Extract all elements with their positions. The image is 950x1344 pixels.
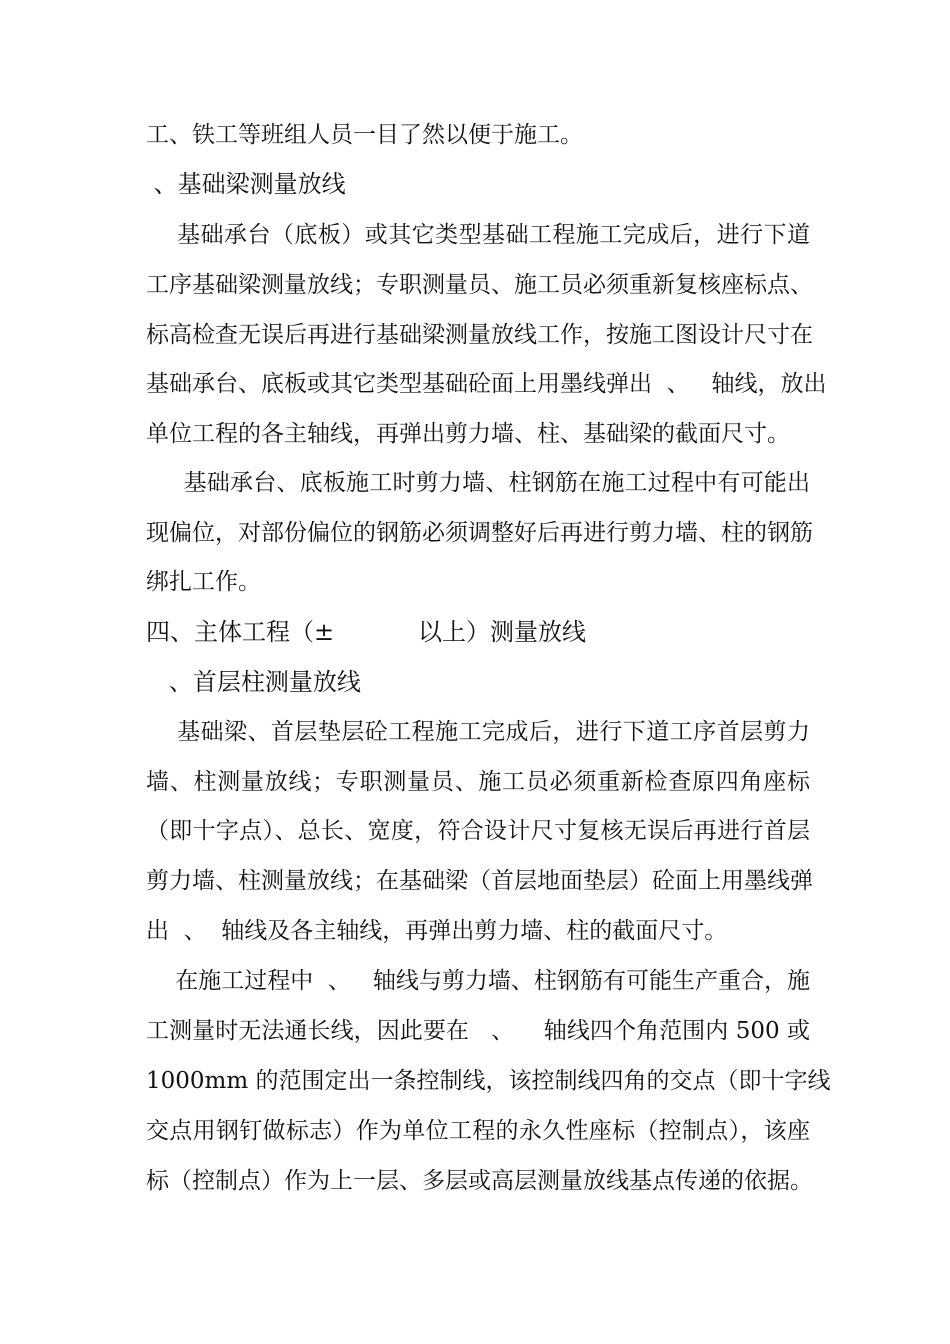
text-line: 工、铁工等班组人员一目了然以便于施工。	[146, 122, 583, 148]
text-line: 出 、 轴线及各主轴线，再弹出剪力墙、柱的截面尺寸。	[146, 918, 728, 944]
text-line: 在施工过程中 、 轴线与剪力墙、柱钢筋有可能生产重合，施	[146, 968, 810, 994]
text-line: 基础承台、底板或其它类型基础砼面上用墨线弹出 、 轴线，放出	[146, 371, 827, 397]
text-line: 剪力墙、柱测量放线；在基础梁（首层地面垫层）砼面上用墨线弹	[146, 868, 813, 894]
section-heading-foundation-beam: 、基础梁测量放线	[146, 170, 346, 198]
text-line: 现偏位，对部份偏位的钢筋必须调整好后再进行剪力墙、柱的钢筋	[146, 520, 813, 546]
section-heading-ground-floor-column: 、首层柱测量放线	[146, 668, 361, 696]
text-line: 标高检查无误后再进行基础梁测量放线工作，按施工图设计尺寸在	[146, 322, 813, 348]
text-line: 工测量时无法通长线，因此要在 、 轴线四个角范围内 500 或	[146, 1018, 810, 1044]
text-line: 墙、柱测量放线；专职测量员、施工员必须重新检查原四角座标	[146, 769, 810, 795]
text-line: 单位工程的各主轴线，再弹出剪力墙、柱、基础梁的截面尺寸。	[146, 421, 790, 447]
section-heading-main-structure: 四、主体工程（± 以上）测量放线	[146, 618, 587, 646]
text-line: 1000mm 的范围定出一条控制线，该控制线四角的交点（即十字线	[146, 1068, 831, 1094]
text-line: 基础承台（底板）或其它类型基础工程施工完成后，进行下道	[146, 222, 810, 248]
text-line: 标（控制点）作为上一层、多层或高层测量放线基点传递的依据。	[146, 1168, 813, 1194]
text-line: （即十字点）、总长、宽度，符合设计尺寸复核无误后再进行首层	[146, 818, 810, 844]
text-line: 基础梁、首层垫层砼工程施工完成后，进行下道工序首层剪力	[146, 719, 810, 745]
text-line: 基础承台、底板施工时剪力墙、柱钢筋在施工过程中有可能出	[146, 470, 810, 496]
text-line: 绑扎工作。	[146, 569, 261, 595]
text-line: 交点用钢钉做标志）作为单位工程的永久性座标（控制点），该座	[146, 1118, 810, 1144]
text-line: 工序基础梁测量放线；专职测量员、施工员必须重新复核座标点、	[146, 272, 813, 298]
